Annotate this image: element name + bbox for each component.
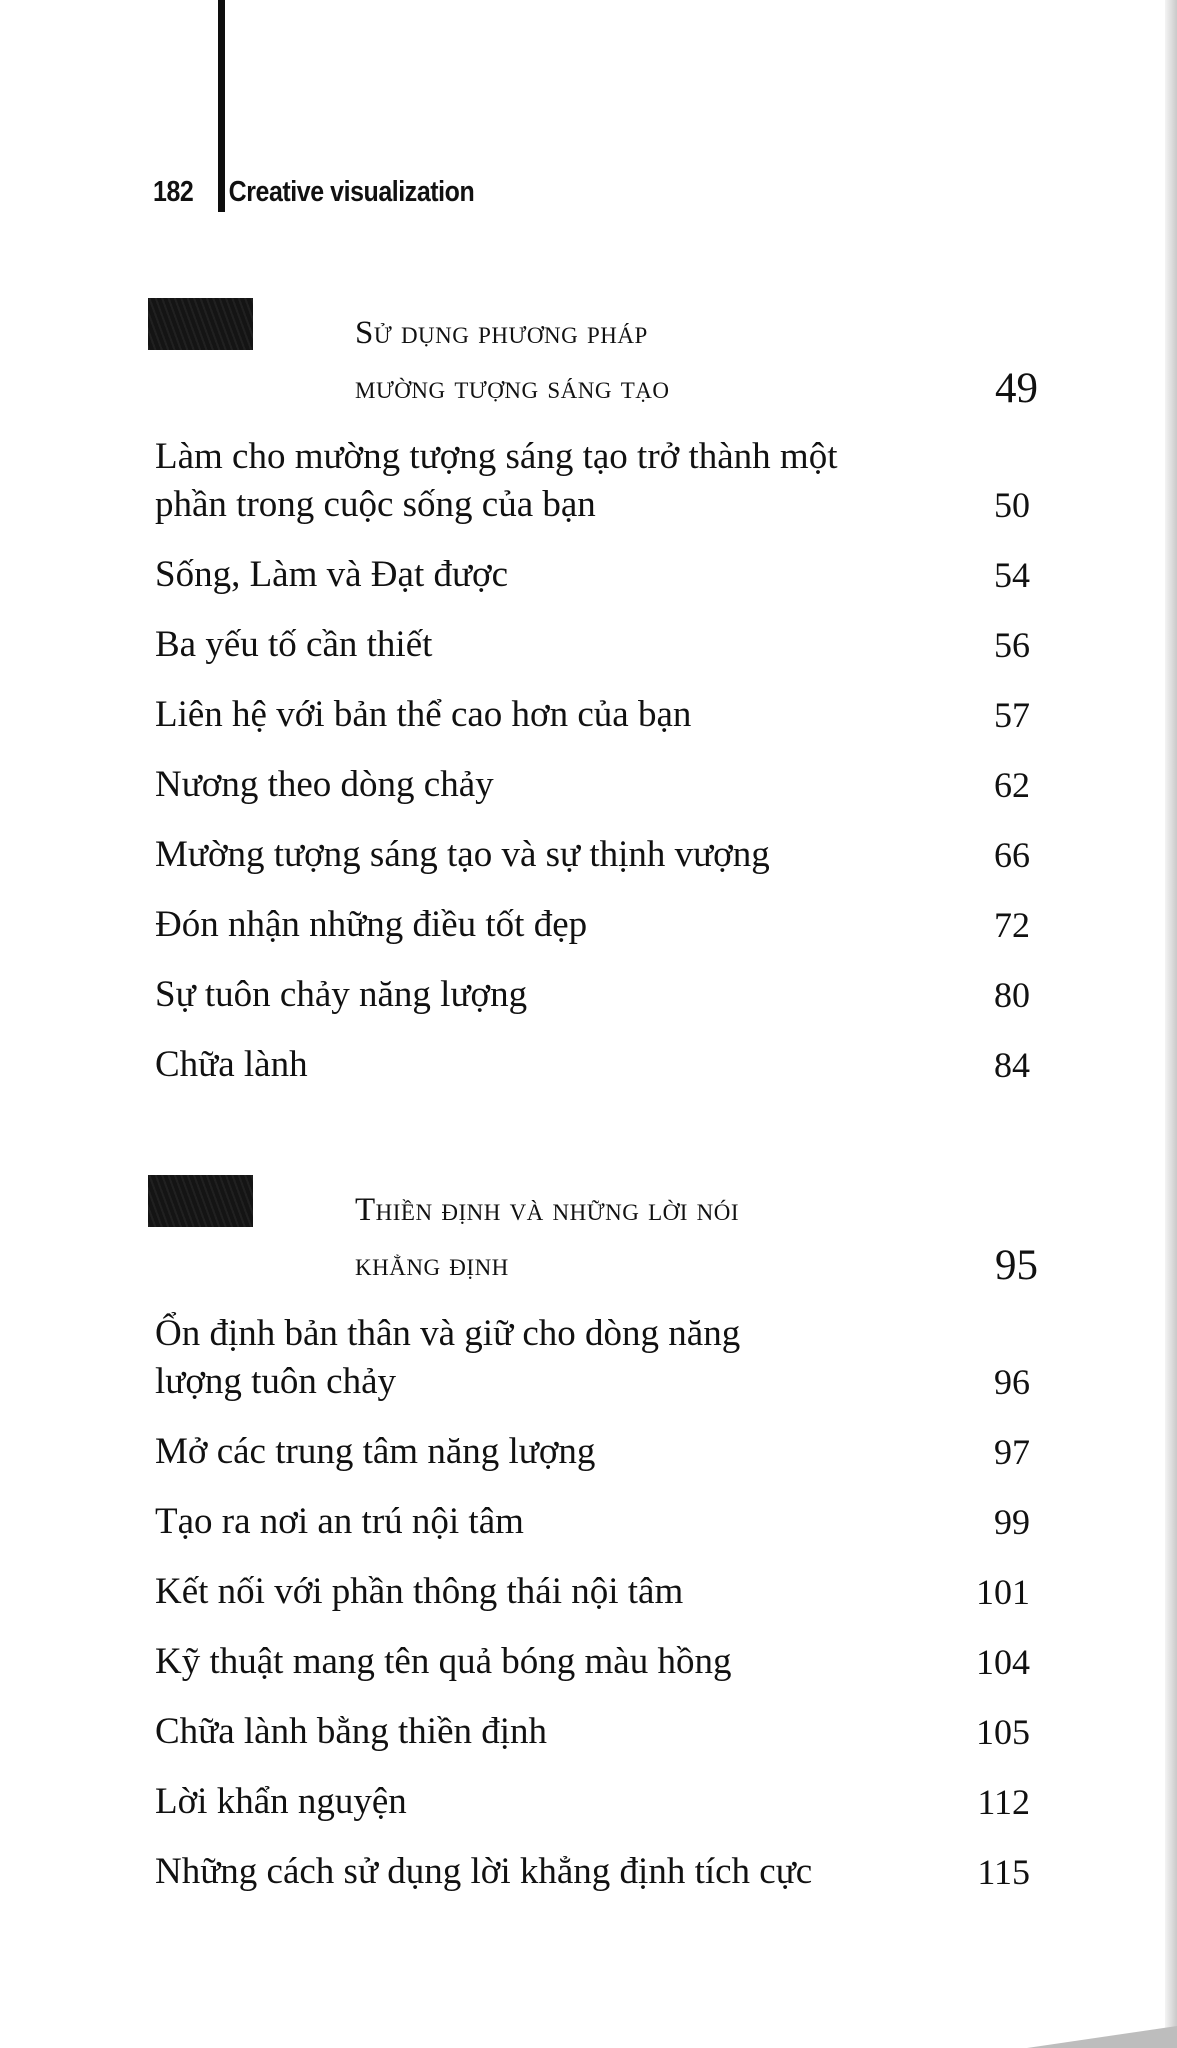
toc-list-part-1 — [155, 433, 1030, 1111]
part-page-number: 49 — [995, 365, 1038, 412]
toc-entry-page: 105 — [976, 1712, 1030, 1752]
book-title: Creative visualization — [228, 176, 475, 208]
toc-entry-page: 115 — [977, 1852, 1030, 1892]
toc-entry-title: Sống, Làm và Đạt được — [155, 554, 509, 595]
toc-entry-page: 62 — [994, 765, 1030, 805]
toc-entry-page: 101 — [976, 1572, 1030, 1612]
running-head — [153, 176, 474, 209]
toc-entry-title: Ổn định bản thân và giữ cho dòng năng lượng tuôn chảy — [155, 1313, 741, 1402]
toc-entry-page: 112 — [977, 1782, 1030, 1822]
toc-entry[interactable] — [155, 761, 1030, 809]
toc-entry[interactable] — [155, 1638, 1030, 1686]
part-label-block — [148, 1175, 253, 1227]
toc-entry-page: 80 — [994, 975, 1030, 1015]
toc-entry-title: Làm cho mường tượng sáng tạo trở thành một phần trong cuộc sống của bạn — [155, 436, 838, 525]
toc-entry-title: Tạo ra nơi an trú nội tâm — [155, 1501, 524, 1542]
toc-entry-title: Lời khẩn nguyện — [155, 1781, 407, 1822]
part-title-line-2: khẳng định — [355, 1247, 509, 1283]
toc-entry-title: Sự tuôn chảy năng lượng — [155, 974, 528, 1015]
part-heading-1 — [148, 298, 1038, 418]
toc-entry[interactable] — [155, 433, 1030, 529]
part-title-line-1: Thiền định và những lời nói — [355, 1192, 740, 1228]
toc-entry-page: 97 — [994, 1432, 1030, 1472]
page-number: 182 — [153, 176, 194, 208]
toc-entry-page: 54 — [994, 555, 1030, 595]
toc-entry[interactable] — [155, 1428, 1030, 1476]
toc-entry[interactable] — [155, 1568, 1030, 1616]
toc-entry-page: 84 — [994, 1045, 1030, 1085]
page-corner-shadow — [1027, 2026, 1177, 2048]
part-title-line-2: mường tượng sáng tạo — [355, 370, 670, 406]
part-heading-2 — [148, 1175, 1038, 1295]
page-edge-shadow — [1165, 0, 1177, 2048]
toc-entry-title: Liên hệ với bản thể cao hơn của bạn — [155, 694, 692, 735]
part-title-line-1: Sử dụng phương pháp — [355, 315, 648, 351]
part-page-number: 95 — [995, 1242, 1038, 1289]
toc-entry-title: Nương theo dòng chảy — [155, 764, 494, 805]
toc-entry-page: 50 — [994, 485, 1030, 525]
toc-entry-page: 96 — [994, 1362, 1030, 1402]
toc-entry-page: 72 — [994, 905, 1030, 945]
toc-entry[interactable] — [155, 1778, 1030, 1826]
toc-entry[interactable] — [155, 971, 1030, 1019]
toc-entry[interactable] — [155, 1708, 1030, 1756]
toc-entry[interactable] — [155, 691, 1030, 739]
toc-entry-page: 104 — [976, 1642, 1030, 1682]
toc-entry-page: 66 — [994, 835, 1030, 875]
toc-entry-title: Kết nối với phần thông thái nội tâm — [155, 1571, 684, 1612]
toc-entry[interactable] — [155, 551, 1030, 599]
toc-entry-title: Kỹ thuật mang tên quả bóng màu hồng — [155, 1641, 732, 1682]
toc-entry[interactable] — [155, 1498, 1030, 1546]
toc-entry[interactable] — [155, 1310, 1030, 1406]
toc-entry-title: Mường tượng sáng tạo và sự thịnh vượng — [155, 834, 770, 875]
part-label-block — [148, 298, 253, 350]
toc-entry-page: 99 — [994, 1502, 1030, 1542]
toc-entry-title: Chữa lành — [155, 1044, 308, 1085]
toc-entry-page: 56 — [994, 625, 1030, 665]
toc-entry-title: Chữa lành bằng thiền định — [155, 1711, 548, 1752]
toc-entry[interactable] — [155, 901, 1030, 949]
toc-entry[interactable] — [155, 831, 1030, 879]
toc-list-part-2 — [155, 1310, 1030, 1918]
part-title — [355, 1183, 739, 1293]
part-title — [355, 306, 670, 416]
toc-entry[interactable] — [155, 1041, 1030, 1089]
toc-entry-title: Đón nhận những điều tốt đẹp — [155, 904, 588, 945]
toc-entry-title: Ba yếu tố cần thiết — [155, 624, 433, 665]
toc-entry-title: Những cách sử dụng lời khẳng định tích cực — [155, 1851, 813, 1892]
toc-entry[interactable] — [155, 621, 1030, 669]
toc-entry-page: 57 — [994, 695, 1030, 735]
toc-entry[interactable] — [155, 1848, 1030, 1896]
toc-entry-title: Mở các trung tâm năng lượng — [155, 1431, 596, 1472]
